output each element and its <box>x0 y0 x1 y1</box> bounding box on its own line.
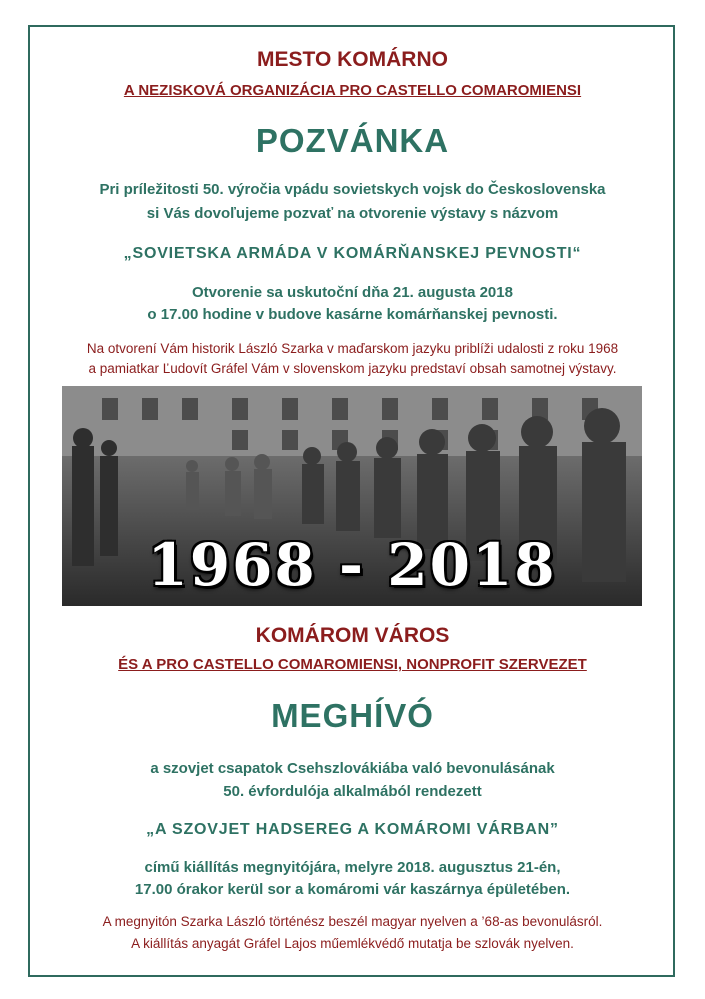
hu-when-line-1: című kiállítás megnyitójára, melyre 2018. augusztus 21-én, <box>144 859 561 876</box>
years-caption: 1968 - 2018 <box>147 531 557 599</box>
hu-intro-line-1: a szovjet csapatok Csehszlovákiába való bevonulásának <box>150 760 555 777</box>
sk-exhibition-title: „SOVIETSKA ARMÁDA V KOMÁRŇANSKEJ PEVNOSTI“ <box>123 245 582 262</box>
sk-heading: POZVÁNKA <box>255 122 450 159</box>
sk-note-line-2: a pamiatkar Ľudovít Gráfel Vám v slovenskom jazyku predstaví obsah samotnej výstavy. <box>88 361 617 376</box>
hu-note-line-2: A kiállítás anyagát Gráfel Lajos műemlékvédő mutatja be szlovák nyelven. <box>131 936 574 951</box>
sk-intro-line-2: si Vás dovoľujeme pozvať na otvorenie výstavy s názvom <box>146 205 559 222</box>
sk-org-subtitle: A NEZISKOVÁ ORGANIZÁCIA PRO CASTELLO COMAROMIENSI <box>123 82 582 99</box>
sk-when-line-2: o 17.00 hodine v budove kasárne komárňanskej pevnosti. <box>147 306 558 323</box>
hu-exhibition-title: „A SZOVJET HADSEREG A KOMÁROMI VÁRBAN” <box>146 821 559 838</box>
historical-photo <box>62 386 642 606</box>
sk-note-line-1: Na otvorení Vám historik László Szarka v maďarskom jazyku priblíži udalosti z roku 1968 <box>86 341 619 356</box>
sk-org-title: MESTO KOMÁRNO <box>257 48 448 71</box>
hu-org-subtitle: ÉS A PRO CASTELLO COMAROMIENSI, NONPROFIT SZERVEZET <box>118 656 587 673</box>
sk-when-line-1: Otvorenie sa uskutoční dňa 21. augusta 2018 <box>192 284 513 301</box>
hu-note-line-1: A megnyitón Szarka László történész beszél magyar nyelven a ’68-as bevonulásról. <box>102 914 603 929</box>
sk-intro-line-1: Pri príležitosti 50. výročia vpádu sovietskych vojsk do Československa <box>99 181 606 198</box>
hu-heading: MEGHÍVÓ <box>271 697 434 734</box>
hu-intro-line-2: 50. évfordulója alkalmából rendezett <box>223 783 482 800</box>
hu-when-line-2: 17.00 órakor kerül sor a komáromi vár kaszárnya épületében. <box>134 881 571 898</box>
hu-org-title: KOMÁROM VÁROS <box>255 624 450 647</box>
